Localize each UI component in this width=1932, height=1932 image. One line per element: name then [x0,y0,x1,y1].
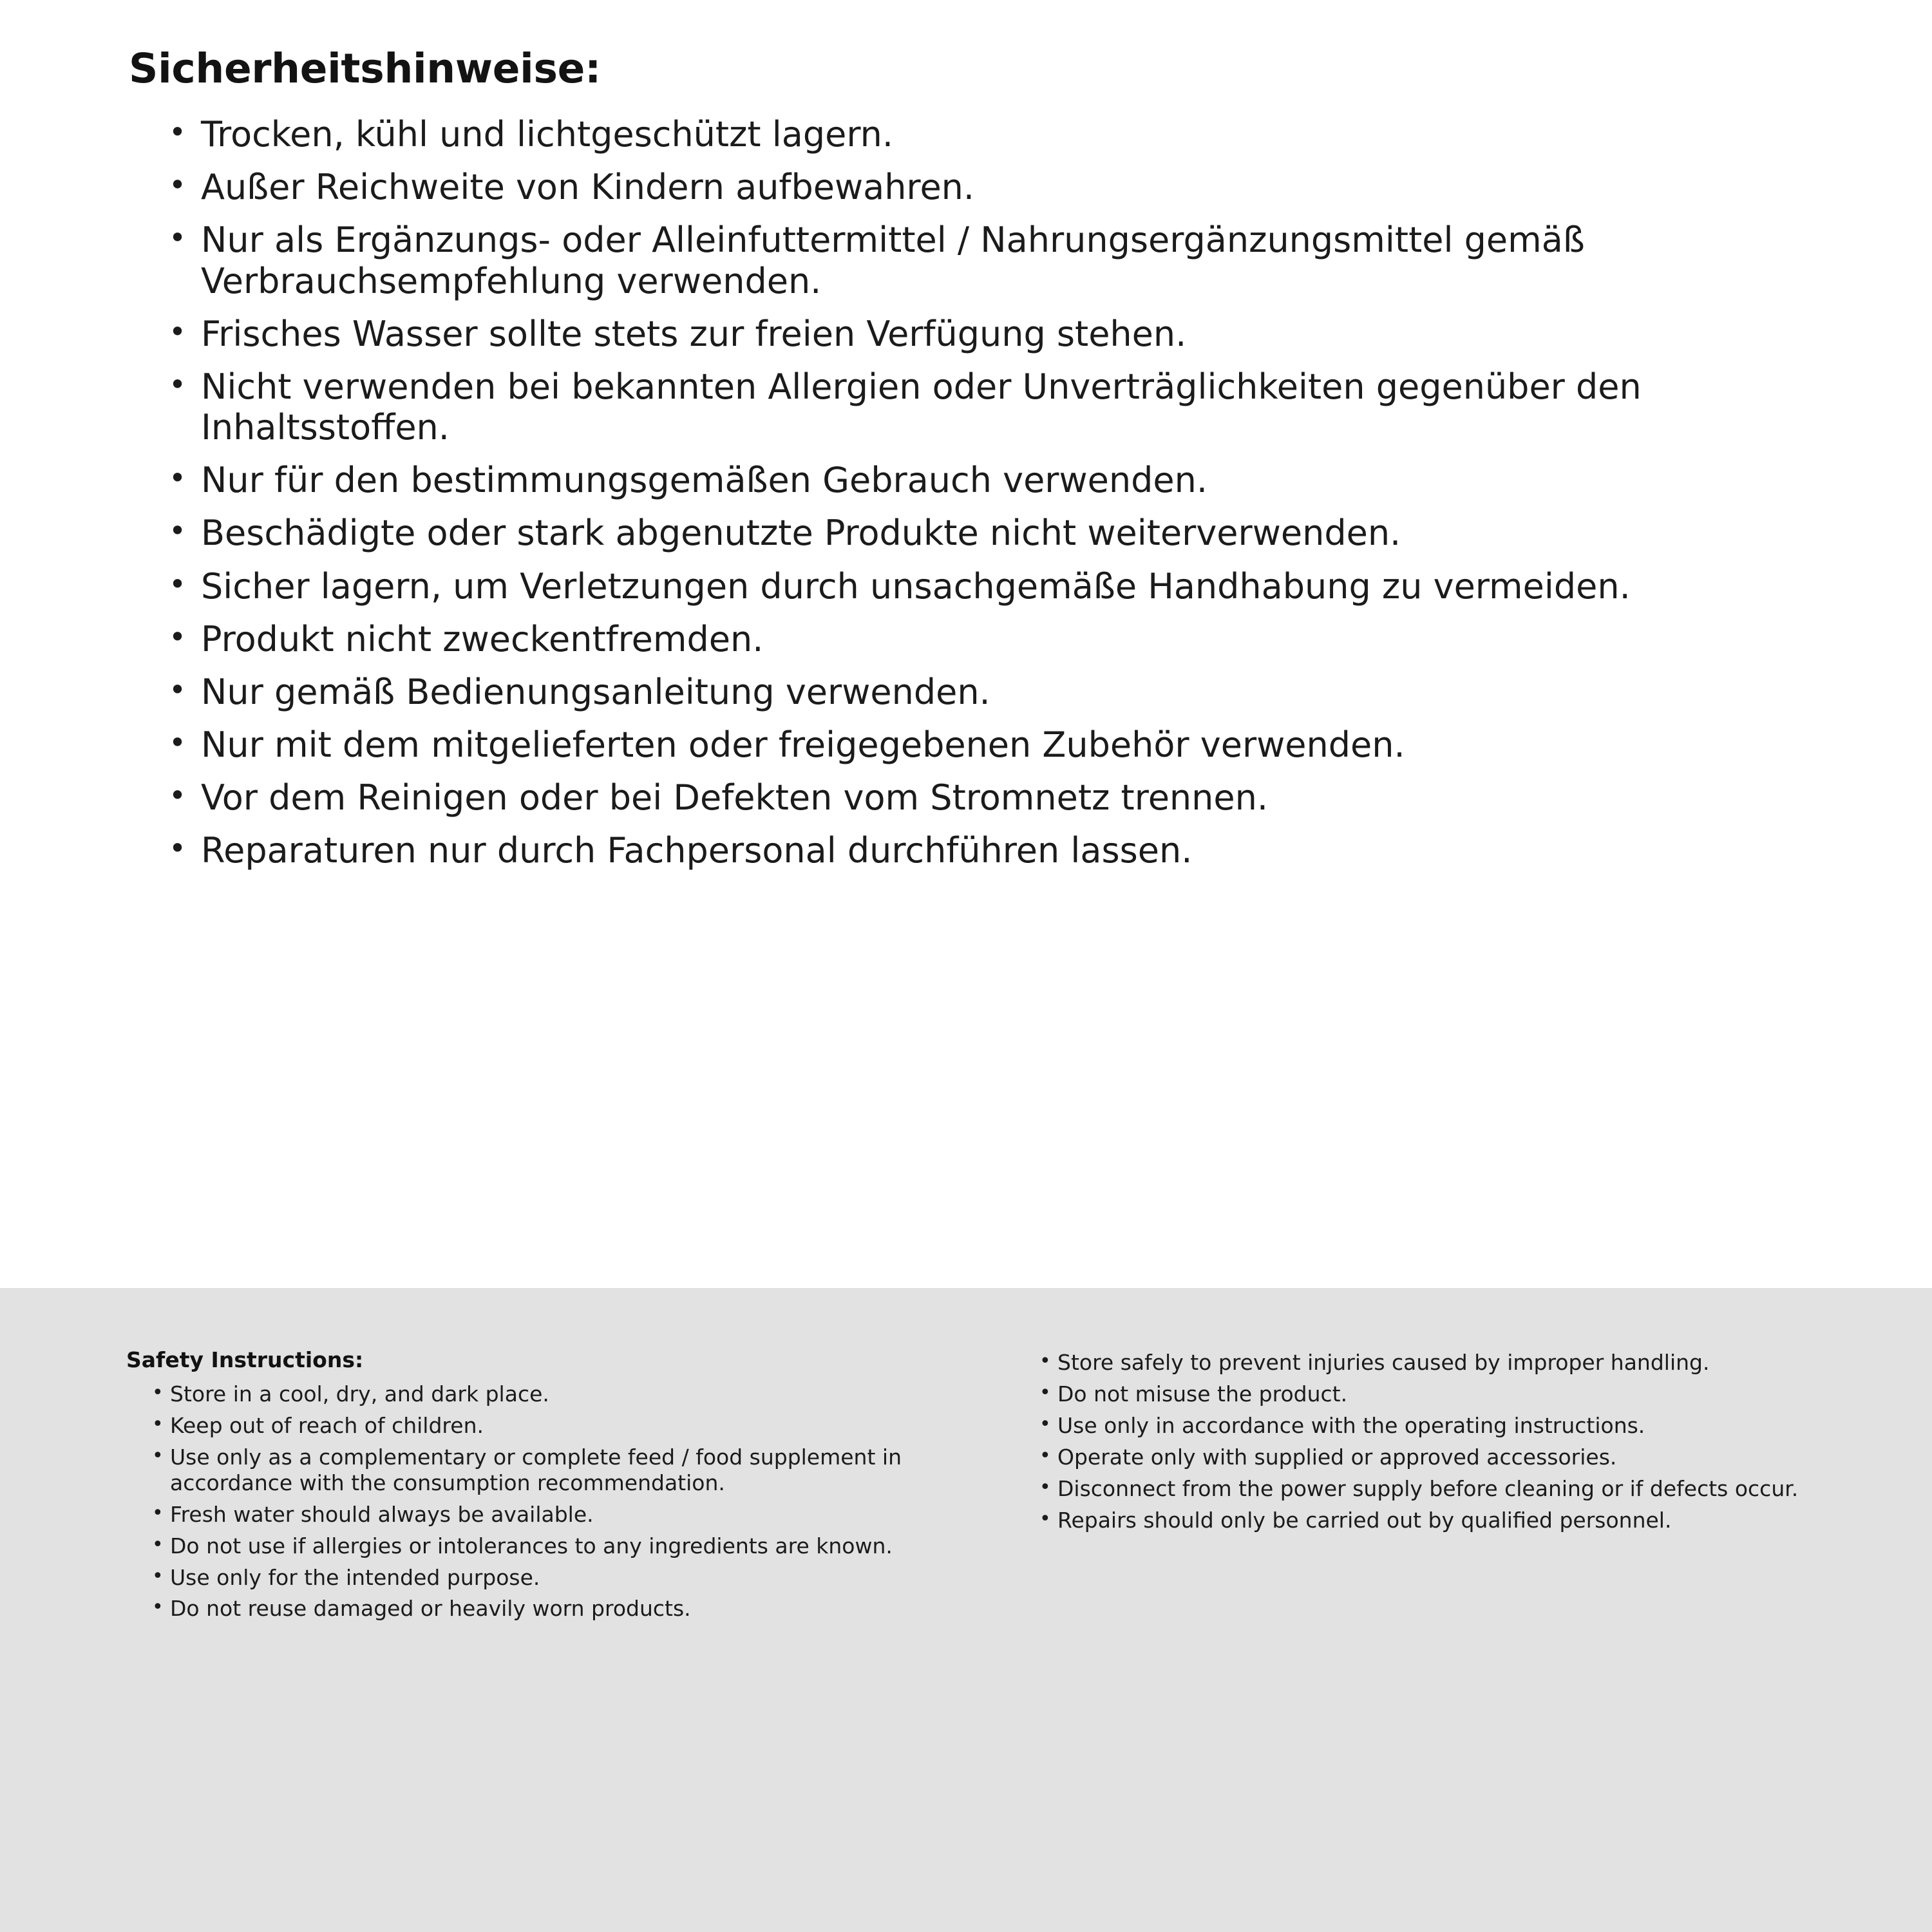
list-item: • Operate only with supplied or approved accessories. [1038,1444,1888,1470]
english-column-left [126,1347,976,1893]
english-column-right [1038,1347,1888,1893]
english-safety-section [0,1288,1932,1932]
list-item: • Do not reuse damaged or heavily worn products. [151,1596,976,1622]
list-item: • Nur mit dem mitgelieferten oder freigegebenen Zubehör verwenden. [165,724,1861,765]
list-item: • Nur für den bestimmungsgemäßen Gebrauch verwenden. [165,460,1861,500]
german-heading: Sicherheitshinweise: [129,45,601,92]
list-item: • Store safely to prevent injuries caused by improper handling. [1038,1350,1888,1376]
list-item: • Use only as a complementary or complete feed / food supplement in accordance with the consumption recommendation. [151,1444,976,1496]
list-item: • Nur als Ergänzungs- oder Alleinfuttermittel / Nahrungsergänzungsmittel gemäß Verbrauchsempfehlung verwenden. [165,220,1861,301]
list-item: • Use only in accordance with the operating instructions. [1038,1413,1888,1439]
list-item: • Außer Reichweite von Kindern aufbewahren. [165,167,1861,207]
list-item: • Repairs should only be carried out by qualified personnel. [1038,1508,1888,1533]
list-item: • Use only for the intended purpose. [151,1565,976,1591]
list-item: • Frisches Wasser sollte stets zur freien Verfügung stehen. [165,314,1861,354]
english-heading: Safety Instructions: [126,1347,364,1372]
list-item: • Do not use if allergies or intolerances to any ingredients are known. [151,1533,976,1559]
list-item: • Reparaturen nur durch Fachpersonal durchführen lassen. [165,830,1861,871]
list-item: • Beschädigte oder stark abgenutzte Produkte nicht weiterverwenden. [165,513,1861,553]
list-item: • Store in a cool, dry, and dark place. [151,1381,976,1407]
english-safety-list-right [1038,1350,1888,1533]
list-item: • Keep out of reach of children. [151,1413,976,1439]
list-item: • Fresh water should always be available. [151,1502,976,1528]
list-item: • Do not misuse the product. [1038,1381,1888,1407]
list-item: • Produkt nicht zweckentfremden. [165,619,1861,659]
list-item: • Nicht verwenden bei bekannten Allergien oder Unverträglichkeiten gegenüber den Inhaltsstoffen. [165,366,1861,448]
list-item: • Trocken, kühl und lichtgeschützt lagern. [165,114,1861,155]
list-item: • Disconnect from the power supply before cleaning or if defects occur. [1038,1476,1888,1502]
list-item: • Sicher lagern, um Verletzungen durch unsachgemäße Handhabung zu vermeiden. [165,566,1861,607]
list-item: • Nur gemäß Bedienungsanleitung verwenden. [165,672,1861,712]
german-safety-list [129,114,1861,871]
list-item: • Vor dem Reinigen oder bei Defekten vom Stromnetz trennen. [165,777,1861,818]
english-safety-list-left [126,1381,976,1622]
